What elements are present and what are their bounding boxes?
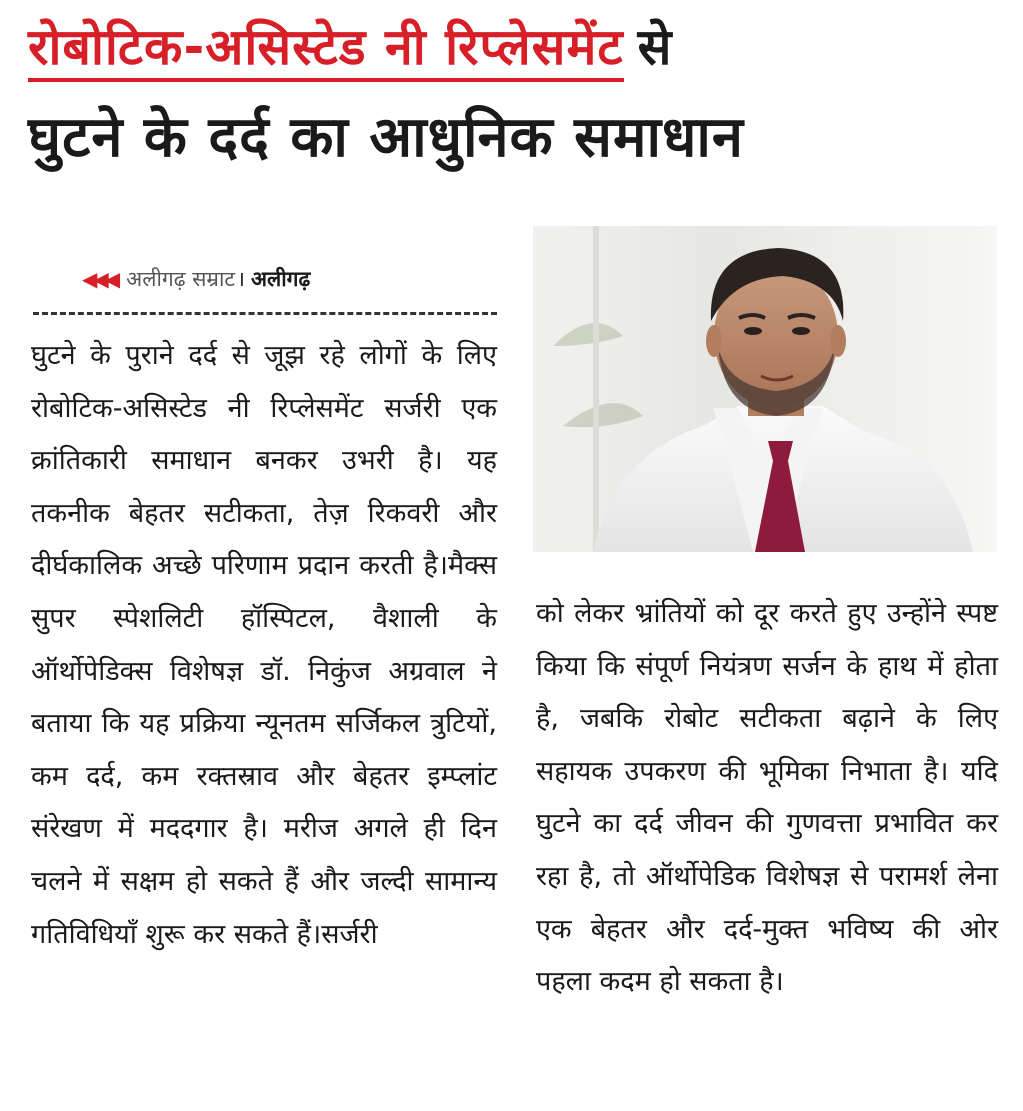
headline-line-2: घुटने के दर्द का आधुनिक समाधान (28, 105, 745, 170)
dateline-place: अलीगढ़ (250, 267, 311, 291)
headline-red-part: रोबोटिक-असिस्टेड नी रिप्लेसमेंट (28, 16, 624, 82)
headline-line-1 (28, 14, 1003, 82)
dateline-source: अलीगढ़ सम्राट (126, 267, 235, 291)
dateline-separator: । (236, 267, 245, 291)
triple-left-chevron-icon: ◀◀◀ (82, 267, 117, 291)
doctor-portrait-photo (533, 226, 997, 552)
headline (28, 14, 1003, 180)
article-left-column: घुटने के पुराने दर्द से जूझ रहे लोगों के लिए रोबोटिक-असिस्टेड नी रिप्लेसमेंट सर्जरी एक क्रांतिकारी समाधान बनकर उभरी है। यह तकनीक बेहतर सटीकता, तेज़ रिकवरी और दीर्घकालिक अच्छे परिणाम प्रदान करती है।मैक्स सुपर स्पेशलिटी हॉस्पिटल, वैशाली के ऑर्थोपेडिक्स विशेषज्ञ डॉ. निकुंज अग्रवाल ने बताया कि यह प्रक्रिया न्यूनतम सर्जिकल त्रुटियों, कम दर्द, कम रक्तस्राव और बेहतर इम्प्लांट संरेखण में मददगार है। मरीज अगले ही दिन चलने में सक्षम हो सकते हैं और जल्दी सामान्य गतिविधियाँ शुरू कर सकते हैं।सर्जरी (31, 340, 497, 950)
headline-black-part: से (637, 18, 673, 76)
dashed-divider (33, 312, 497, 315)
article-right-column: को लेकर भ्रांतियों को दूर करते हुए उन्होंने स्पष्ट किया कि संपूर्ण नियंत्रण सर्जन के हाथ में होता है, जबकि रोबोट सटीकता बढ़ाने के लिए सहायक उपकरण की भूमिका निभाता है। यदि घुटने का दर्द जीवन की गुणवत्ता प्रभावित कर रहा है, तो ऑर्थोपेडिक विशेषज्ञ से परामर्श लेना एक बेहतर और दर्द-मुक्त भविष्य की ओर पहला कदम हो सकता है। (536, 598, 998, 998)
dateline (82, 262, 502, 296)
